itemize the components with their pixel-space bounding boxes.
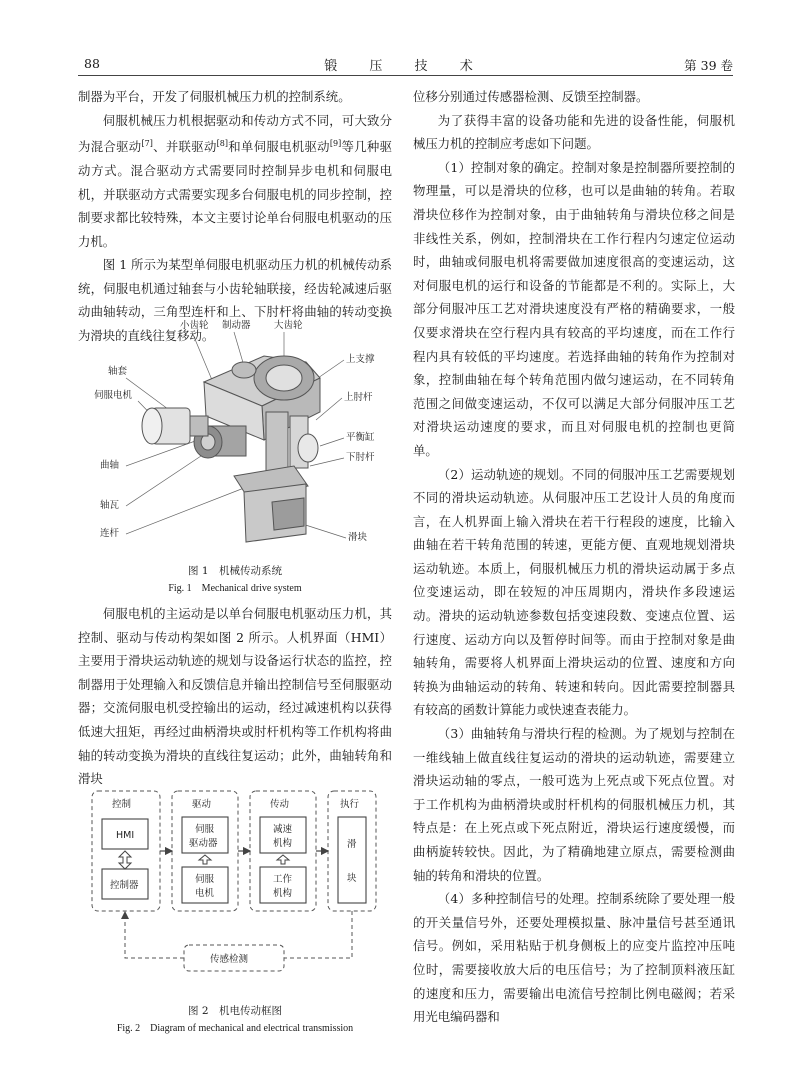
group-label-execute: 执行 [340, 799, 360, 810]
label-connecting-rod: 连杆 [100, 528, 120, 539]
paragraph: 为了获得丰富的设备功能和先进的设备性能，伺服机械压力机的控制应考虑如下问题。 [413, 112, 735, 152]
svg-text:伺服: 伺服 [195, 874, 215, 885]
paragraph-control-object: （1）控制对象的确定。控制对象是控制器所要控制的物理量，可以是滑块的位移，也可以是曲轴的转角。若取滑块位移作为控制对象，由于曲轴转角与滑块位移之间是非线性关系，例如，控制滑块在工作行程内匀速定位运动时，曲轴或伺服电机将需要做加速度很高的变速运动，这对伺服电机的运行和设备的节能都是不利的。实际上，大部分伺服冲压工艺对滑块速度没有严格的精确要求，一般仅要求滑块在空行程内具有较高的平均速度，而在工作行程内具有较低的平均速度。若选择曲轴的转角作为控制对象，控制曲轴在每个转角范围内做匀速运动，在不同转角范围之间做变速运动，不仅可以满足大部分伺服冲压工艺对滑块运动速度的要求，而且对伺服电机的控制也更简单。 [413, 159, 735, 458]
paragraph: 伺服电机的主运动是以单台伺服电机驱动压力机，其控制、驱动与传动构架如图 2 所示。人机界面（HMI）主要用于滑块运动轨迹的规划与设备运行状态的监控，控制器用于处理输入和反馈信息并输出控制信号至伺服驱动器；交流伺服电机受控输出的运动，经过减速机构以获得低速大扭矩，再经过曲柄滑块或肘杆机构等工作机构将曲轴的转动变换为滑块的直线往复运动；此外，曲轴转角和滑块 [78, 606, 392, 787]
label-small-gear: 小齿轮 [180, 320, 209, 331]
group-label-transmission: 传动 [270, 799, 290, 810]
volume-label: 第 39 卷 [684, 58, 733, 73]
group-label-control: 控制 [112, 799, 132, 810]
label-upper-support: 上支撑 [346, 354, 375, 365]
paragraph: 制器为平台，开发了伺服机械压力机的控制系统。 [78, 89, 351, 104]
figure-1-illustration [94, 316, 399, 560]
paragraph: 位移分别通过传感器检测、反馈至控制器。 [413, 89, 649, 104]
label-crankshaft: 曲轴 [100, 460, 120, 471]
paragraph: 图 1 所示为某型单伺服电机驱动压力机的机械传动系统，伺服电机通过轴套与小齿轮轴联接，经齿轮减速后驱动曲轴转动，三角型连杆和上、下肘杆将曲轴的转动变换为滑块的直线往复移动。 [78, 257, 392, 344]
label-servo-motor: 伺服电机 [94, 390, 133, 401]
citation-ref: [7] [141, 139, 153, 149]
paragraph-signal-processing: （4）多种控制信号的处理。控制系统除了要处理一般的开关量信号外，还要处理模拟量、脉冲量信号甚至通讯信号。例如，采用粘贴于机身侧板上的应变片监控冲压吨位时，需要接收放大后的电压信号；为了控制顶料液压缸的速度和压力，需要输出电流信号控制比例电磁阀；若采用光电编码器和 [413, 891, 735, 1025]
paragraph-trajectory-planning: （2）运动轨迹的规划。不同的伺服冲压工艺需要规划不同的滑块运动轨迹。从伺服冲压工艺设计人员的角度而言，在人机界面上输入滑块在若干行程段的速度，比输入曲轴在若干转角范围的转速，更能方便、直观地规划滑块运动轨迹。本质上，伺服机械压力机的滑块运动属于多点位变速运动，即在较短的冲压周期内，滑块作多段速运动。滑块的运动轨迹参数包括变速段数、变速点位置、运行速度、运动方向以及暂停时间等。而由于控制对象是曲轴转角，需要将人机界面上滑块运动的位置、速度和方向转换为曲轴运动的转角、转速和转向。因此需要控制器具有较高的函数计算能力或快速查表能力。 [413, 466, 735, 718]
svg-text:HMI: HMI [116, 830, 135, 841]
svg-text:传感检测: 传感检测 [210, 954, 249, 965]
label-upper-toggle: 上肘杆 [344, 392, 373, 403]
paragraph-drive-types: 伺服机械压力机根据驱动和传动方式不同，可大致分为混合驱动[7]、并联驱动[8]和单伺服电机驱动[9]等几种驱动方式。混合驱动方式需要同时控制异步电机和伺服电机，并联驱动方式需要实现多台伺服电机的同步控制，控制要求都比较特殊，本文主要讨论单台伺服电机驱动的压力机。 [78, 112, 393, 249]
label-brake: 制动器 [222, 320, 251, 331]
journal-title: 锻 压 技 术 [324, 59, 487, 74]
svg-text:伺服: 伺服 [195, 824, 215, 835]
figure-1-caption-cn: 图 1 机械传动系统 [187, 565, 283, 577]
label-slider: 滑块 [348, 532, 368, 543]
left-column-top [78, 85, 392, 348]
label-balance-cylinder: 平衡缸 [346, 432, 375, 443]
left-column-bottom [78, 602, 392, 791]
figure-2-block-diagram [84, 785, 390, 1007]
svg-text:机构: 机构 [273, 888, 293, 899]
label-large-gear: 大齿轮 [274, 320, 303, 331]
svg-text:减速: 减速 [273, 824, 293, 835]
figure-2-caption-en: Fig. 2 Diagram of mechanical and electrical transmission [116, 1023, 354, 1034]
label-bushing: 轴套 [108, 366, 128, 377]
svg-text:驱动器: 驱动器 [189, 838, 218, 849]
group-label-drive: 驱动 [192, 799, 212, 810]
page-number: 88 [84, 56, 100, 71]
svg-text:工作: 工作 [273, 874, 293, 885]
citation-ref: [8] [216, 139, 228, 149]
paragraph-detection: （3）曲轴转角与滑块行程的检测。为了规划与控制在一维线轴上做直线往复运动的滑块的运动轨迹，需要建立滑块运动轴的零点，一般可选为上死点或下死点位置。对于工作机构为曲柄滑块或肘杆机构的伺服机械压力机，其特点是：在上死点或下死点附近，滑块运行速度缓慢，而曲柄旋转较快。因此，为了精确地建立原点，需要检测曲轴的转角和滑块的位置。 [413, 726, 735, 883]
running-header [78, 52, 733, 74]
citation-ref: [9] [329, 139, 342, 149]
svg-text:滑: 滑 [347, 839, 357, 850]
svg-text:电机: 电机 [195, 888, 215, 899]
svg-text:机构: 机构 [273, 838, 293, 849]
label-lower-toggle: 下肘杆 [346, 452, 375, 463]
svg-text:块: 块 [347, 873, 357, 884]
label-bearing-shell: 轴瓦 [100, 500, 120, 511]
header-rule [78, 75, 733, 76]
box-slider [338, 817, 366, 903]
figure-1-caption-en: Fig. 1 Mechanical drive system [168, 583, 302, 594]
figure-2-caption-cn: 图 2 机电传动框图 [187, 1005, 283, 1017]
right-column [413, 85, 735, 1029]
svg-text:控制器: 控制器 [110, 880, 139, 891]
